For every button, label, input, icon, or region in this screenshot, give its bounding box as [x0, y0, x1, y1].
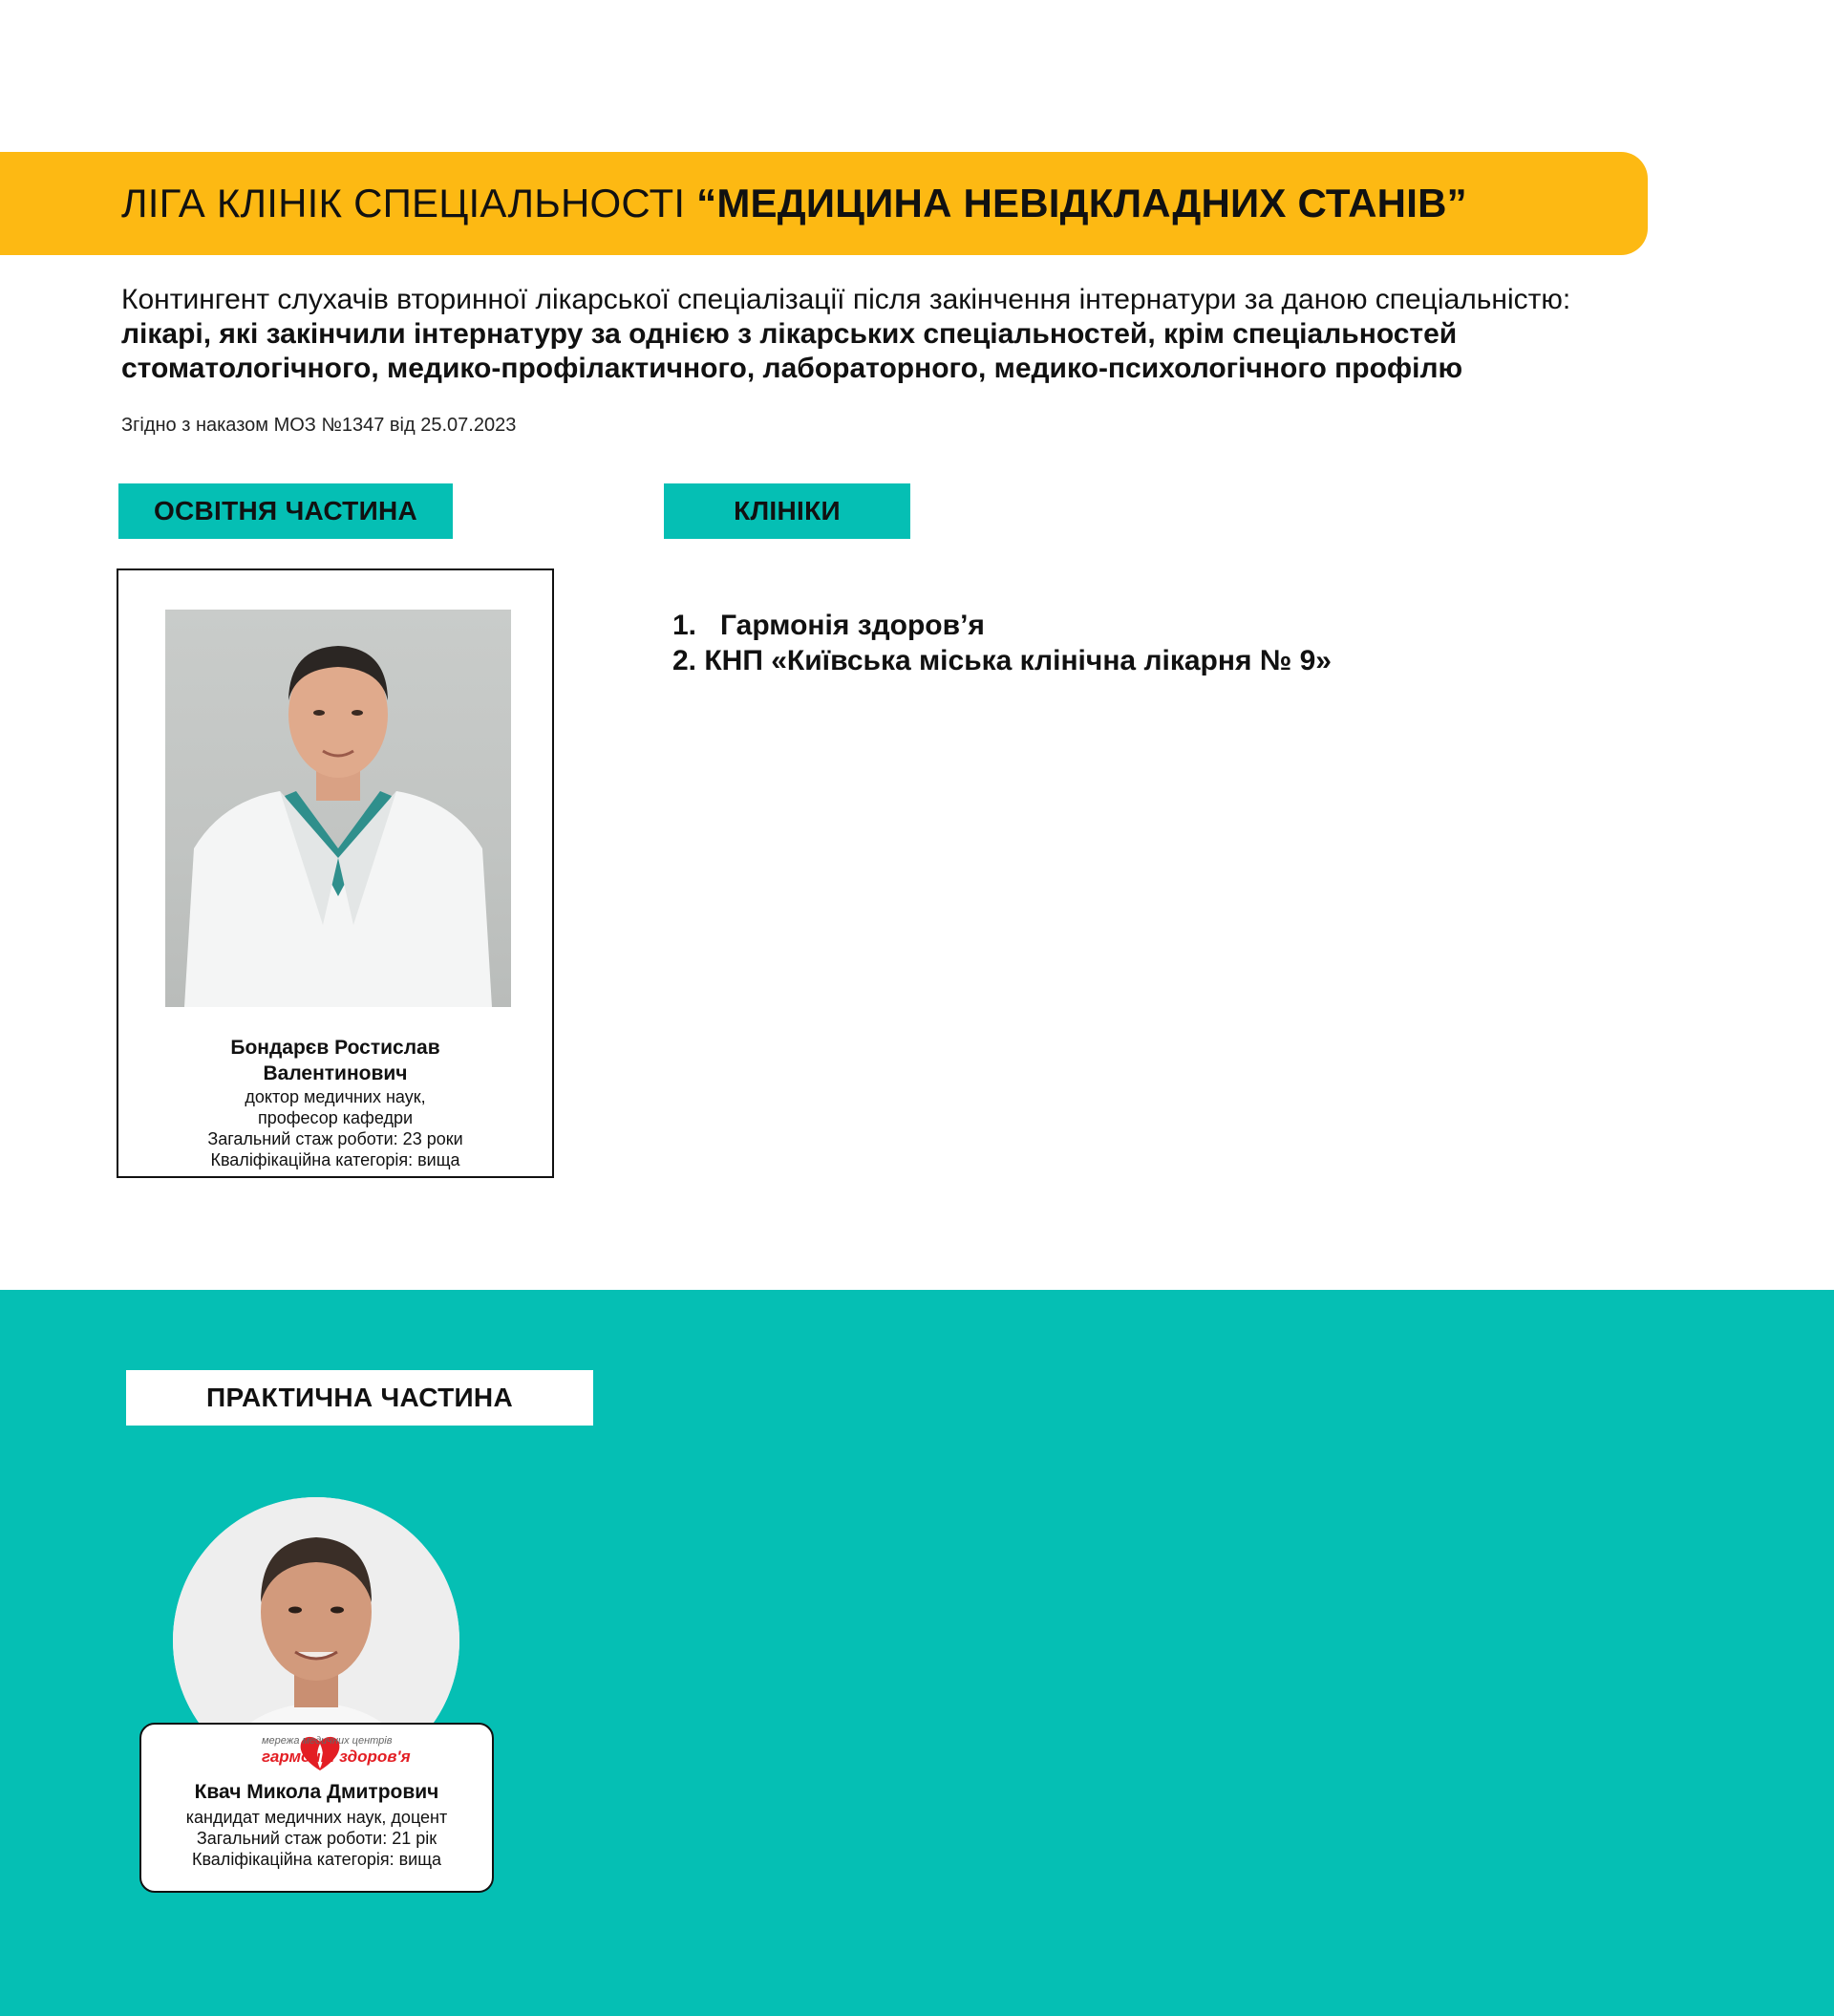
clinics-section-tag: КЛІНІКИ [664, 483, 910, 539]
teacher-category: Кваліфікаційна категорія: вища [210, 1150, 460, 1169]
clinic-name: КНП «Київська міська клінічна лікарня № 9» [704, 645, 1332, 676]
practice-section-tag: ПРАКТИЧНА ЧАСТИНА [126, 1370, 593, 1426]
title-light: ЛІГА КЛІНІК СПЕЦІАЛЬНОСТІ [121, 181, 686, 225]
teacher-name-line-1: Бондарєв Ростислав [230, 1037, 440, 1059]
logo-brand: гармонія здоров'я [262, 1748, 411, 1766]
clinic-item-2 [672, 643, 1332, 678]
practice-teacher-degree: кандидат медичних наук, доцент [185, 1808, 448, 1827]
practice-teacher-experience: Загальний стаж роботи: 21 рік [196, 1829, 437, 1848]
doctor-portrait-icon [165, 610, 511, 1007]
page-title [121, 152, 1467, 255]
title-bold: “МЕДИЦИНА НЕВІДКЛАДНИХ СТАНІВ” [696, 181, 1467, 225]
clinic-item-1 [672, 608, 1332, 643]
practice-teacher-info [141, 1778, 492, 1870]
logo-subtitle: мережа медичних центрів [262, 1735, 393, 1747]
header-banner [0, 152, 1648, 255]
contingent-block [121, 283, 1802, 386]
practice-teacher-category: Кваліфікаційна категорія: вища [191, 1850, 442, 1869]
clinic-logo [201, 1732, 439, 1772]
teacher-degree: доктор медичних наук, [245, 1087, 426, 1106]
education-teacher-info [118, 1035, 552, 1170]
teacher-experience: Загальний стаж роботи: 23 роки [207, 1129, 463, 1148]
clinic-number: 1. [672, 610, 697, 641]
contingent-line-1: лікарі, які закінчили інтернатуру за однією з лікарських спеціальностей, крім спеціальностей [121, 318, 1458, 350]
clinics-list [672, 608, 1332, 678]
order-note: Згідно з наказом МОЗ №1347 від 25.07.2023 [121, 415, 517, 436]
clinic-number: 2. [672, 645, 697, 676]
teacher-photo [165, 610, 511, 1007]
contingent-line-2: стоматологічного, медико-профілактичного, лабораторного, медико-психологічного профілю [121, 353, 1463, 384]
education-teacher-card [117, 568, 554, 1178]
clinic-name: Гармонія здоров’я [720, 610, 985, 641]
education-section-tag: ОСВІТНЯ ЧАСТИНА [118, 483, 453, 539]
contingent-intro: Контингент слухачів вторинної лікарської спеціалізації після закінчення інтернатури за даною спеціальністю: [121, 284, 1571, 315]
practice-teacher-name: Квач Микола Дмитрович [194, 1781, 439, 1803]
practice-teacher-card [139, 1723, 494, 1893]
teacher-name-line-2: Валентинович [263, 1062, 408, 1084]
teacher-position: професор кафедри [257, 1108, 414, 1127]
